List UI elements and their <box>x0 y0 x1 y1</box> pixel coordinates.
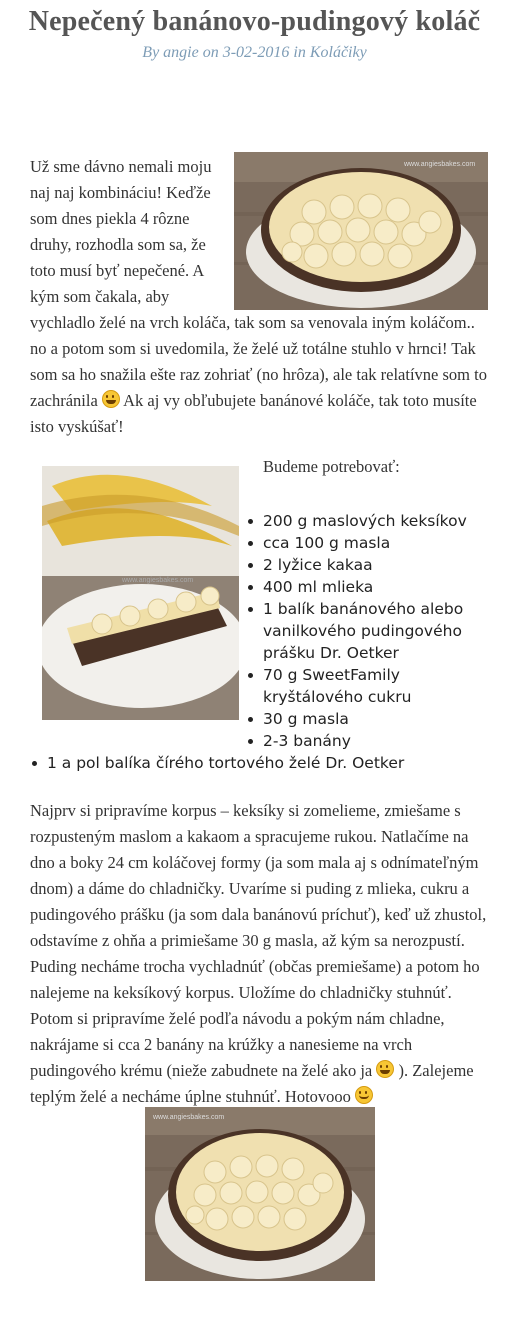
list-item: 1 balík banánového alebo vanilkového pudingového prášku Dr. Oetker <box>263 598 503 664</box>
watermark-text: www.angiesbakes.com <box>404 161 476 168</box>
post-title: Nepečený banánovo-pudingový koláč <box>28 6 481 37</box>
list-item: 70 g SweetFamily kryštálového cukru <box>263 664 503 708</box>
category-link[interactable]: Koláčiky <box>309 44 367 61</box>
watermark-text-3: www.angiesbakes.com <box>153 1114 225 1121</box>
author-link[interactable]: angie <box>163 44 199 61</box>
list-item: 1 a pol balíka čírého tortového želé Dr. Oetker <box>47 754 405 772</box>
smiling-emoji-icon <box>355 1086 373 1104</box>
post-meta <box>0 44 509 62</box>
grinning-emoji-icon <box>102 390 120 408</box>
ingredients-list <box>263 510 503 752</box>
cake-photo-bottom <box>145 1107 375 1281</box>
meta-by: By <box>142 44 160 61</box>
method-paragraph: Najprv si pripravíme korpus – keksíky si zomelieme, zmiešame s rozpusteným maslom a kakaom a spracujeme rukou. Natlačíme na dno a boky 24 cm koláčovej formy (ja som mala aj s odnímateľným dnom) a dáme do chladničky. Uvaríme si puding z mlieka, cukru a pudingového prášku (ja som dala banánovú príchuť), keď už zhustol, odstavíme z ohňa a primiešame 30 g masla, až kým sa nerozpustí. Puding necháme trocha vychladnúť (občas premiešame) a potom ho nalejeme na keksíkový korpus. Uložíme do chladničky stuhnúť. Potom si pripravíme želé podľa návodu a pokým nám chladne, nakrájame si cca 2 banány na krúžky a nanesieme na vrch pudingového krému (nieže zabudnete na želé ako ja ). Zalejeme teplým želé a necháme úplne stuhnúť. Hotovooo <box>30 801 487 1106</box>
list-item: 2 lyžice kakaa <box>263 554 503 576</box>
meta-in: in <box>293 44 306 61</box>
list-item: 2-3 banány <box>263 730 503 752</box>
intro-section <box>30 154 488 440</box>
grinning-emoji-icon <box>376 1060 394 1078</box>
list-item: 30 g masla <box>263 708 503 730</box>
list-item: cca 100 g masla <box>263 532 503 554</box>
meta-on: on <box>202 44 219 61</box>
ingredients-heading: Budeme potrebovať: <box>263 457 400 476</box>
watermark-text-2: www.angiesbakes.com <box>122 577 194 584</box>
cake-slice-photo <box>42 466 239 720</box>
method-section <box>30 798 492 1110</box>
list-item: 400 ml mlieka <box>263 576 503 598</box>
cake-photo-top <box>234 152 488 310</box>
post-date: 3-02-2016 <box>222 44 290 61</box>
ingredients-list-continued <box>47 752 404 774</box>
list-item: 200 g maslových keksíkov <box>263 510 503 532</box>
intro-paragraph: Už sme dávno nemali moju naj naj kombináciu! Keďže som dnes piekla 4 rôzne druhy, rozhodla som sa, že toto musí byť nepečené. A kým som čakala, aby vychladlo želé na vrch koláča, tak som sa venovala iným koláčom.. no a potom som si uvedomila, že želé už totálne stuhlo v hrnci! Tak som sa ho snažila ešte raz zohriať (no hrôza), ale tak relatívne som to zachránila Ak aj vy obľubujete banánové koláče, tak toto musíte isto vyskúšať! <box>30 157 487 436</box>
